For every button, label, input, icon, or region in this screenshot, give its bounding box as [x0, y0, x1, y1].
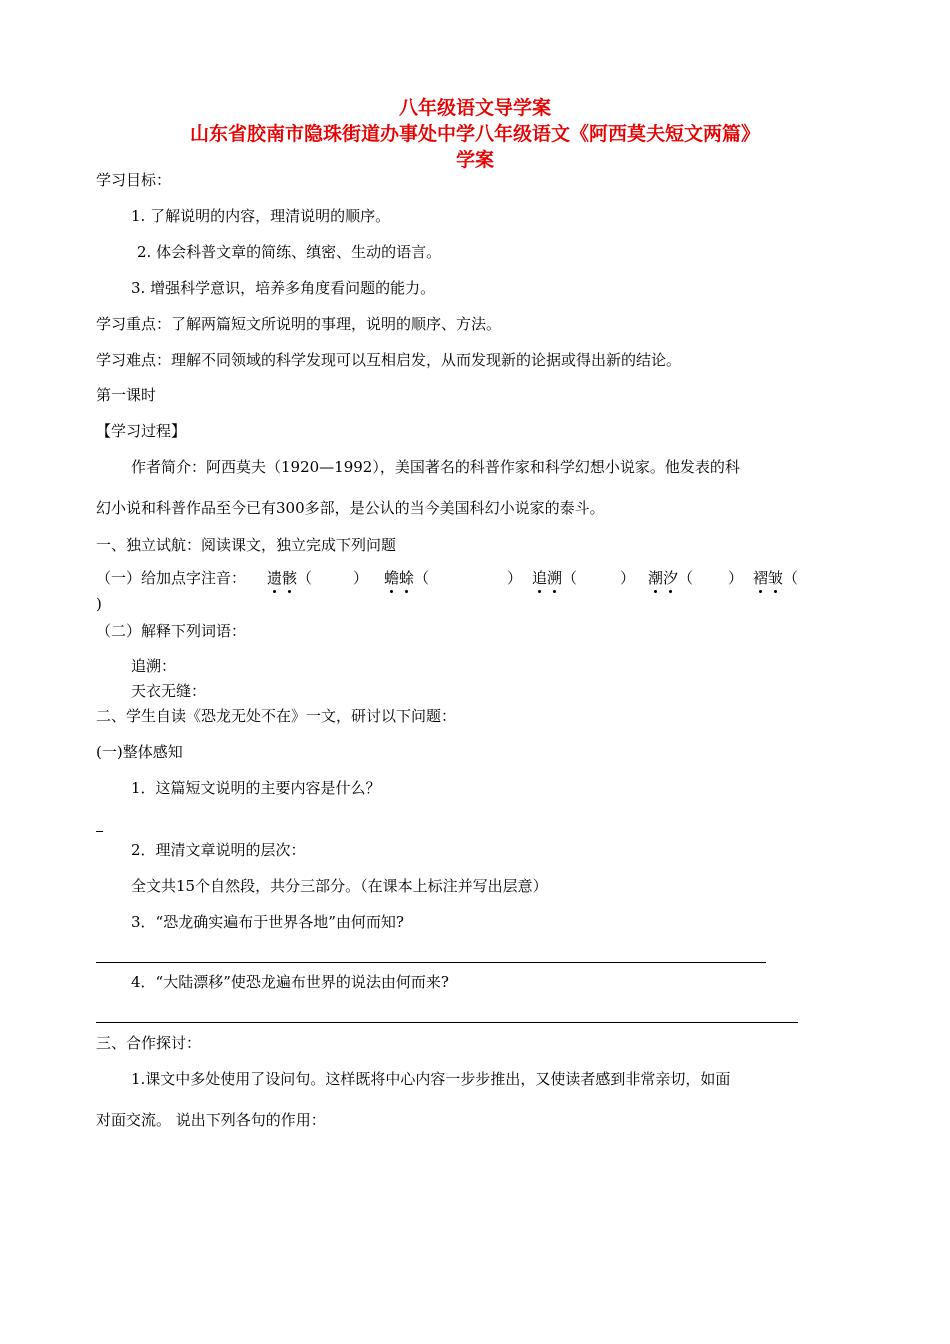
- title-line-1: 八年级语文导学案: [398, 97, 551, 119]
- pinyin-label: （一）给加点字注音：: [96, 569, 247, 587]
- paren-close: ）: [620, 569, 636, 587]
- lesson-label: 第一课时: [96, 386, 157, 404]
- question-3: 3．“恐龙确实遍布于世界各地”由何而知?: [131, 913, 404, 931]
- pinyin-word-3: [532, 568, 577, 588]
- dotted-char: 蟾: [384, 569, 400, 587]
- author-intro-line-1: 作者简介：阿西莫夫（1920—1992），美国著名的科普作家和科学幻想小说家。他发表的科: [131, 458, 740, 476]
- paren-open: （: [414, 569, 430, 587]
- pinyin-word-1: [267, 568, 312, 588]
- dotted-char: 遗: [267, 569, 283, 587]
- word-define-1: 追溯：: [131, 657, 177, 675]
- pinyin-tail: ): [96, 595, 102, 613]
- paren-close: ）: [728, 569, 744, 587]
- question-2-note: 全文共15个自然段，共分三部分。（在课本上标注并写出层意）: [131, 877, 548, 895]
- question-1: 1．这篇短文说明的主要内容是什么？: [131, 779, 381, 797]
- paren-open: （: [678, 569, 694, 587]
- answer-line-4: [96, 1022, 798, 1023]
- part2-sub: (一)整体感知: [96, 743, 183, 761]
- paren-open: （: [297, 569, 313, 587]
- words-label: （二）解释下列词语：: [96, 622, 247, 640]
- question-2: 2．理清文章说明的层次：: [131, 841, 306, 859]
- part3-paragraph-line-2: 对面交流。 说出下列各句的作用：: [96, 1111, 326, 1129]
- dotted-char: 皱: [768, 569, 784, 587]
- pinyin-word-4: [648, 568, 693, 588]
- paren-close: ）: [507, 569, 523, 587]
- paren-close: ）: [353, 569, 369, 587]
- dotted-char: 骸: [282, 569, 298, 587]
- answer-line-3: [96, 962, 766, 963]
- title-line-3: 学案: [455, 149, 494, 171]
- author-intro-line-2: 幻小说和科普作品至今已有300多部，是公认的当今美国科幻小说家的泰斗。: [96, 499, 605, 517]
- paren-open: （: [562, 569, 578, 587]
- part3-heading: 三、合作探讨：: [96, 1034, 202, 1052]
- study-focus: 学习重点：了解两篇短文所说明的事理，说明的顺序、方法。: [96, 315, 502, 333]
- goals-heading: 学习目标：: [96, 171, 172, 189]
- goal-item-1: 1. 了解说明的内容，理清说明的顺序。: [131, 207, 391, 225]
- process-heading: 【学习过程】: [96, 422, 187, 440]
- part1-heading: 一、独立试航：阅读课文，独立完成下列问题: [96, 536, 397, 554]
- goal-item-3: 3. 增强科学意识，培养多角度看问题的能力。: [131, 279, 436, 297]
- dotted-char: 潮: [648, 569, 664, 587]
- short-dash: [96, 831, 103, 832]
- pinyin-question: [96, 568, 246, 588]
- question-4: 4．“大陆漂移”使恐龙遍布世界的说法由何而来?: [131, 973, 449, 991]
- part3-paragraph-line-1: 1.课文中多处使用了设问句。这样既将中心内容一步步推出，又使读者感到非常亲切，如面: [131, 1070, 731, 1088]
- dotted-char: 汐: [663, 569, 679, 587]
- part2-heading: 二、学生自读《恐龙无处不在》一文，研讨以下问题：: [96, 707, 457, 725]
- dotted-char: 褶: [753, 569, 769, 587]
- title-line-2: 山东省胶南市隐珠街道办事处中学八年级语文《阿西莫夫短文两篇》: [189, 123, 760, 145]
- pinyin-word-5: [753, 568, 798, 588]
- goal-item-2: 2. 体会科普文章的简练、缜密、生动的语言。: [137, 243, 442, 261]
- dotted-char: 蜍: [399, 569, 415, 587]
- dotted-char: 溯: [547, 569, 563, 587]
- study-difficulty: 学习难点：理解不同领域的科学发现可以互相启发，从而发现新的论据或得出新的结论。: [96, 351, 682, 369]
- word-define-2: 天衣无缝：: [131, 682, 207, 700]
- dotted-char: 追: [532, 569, 548, 587]
- paren-open: （: [783, 569, 799, 587]
- pinyin-word-2: [384, 568, 429, 588]
